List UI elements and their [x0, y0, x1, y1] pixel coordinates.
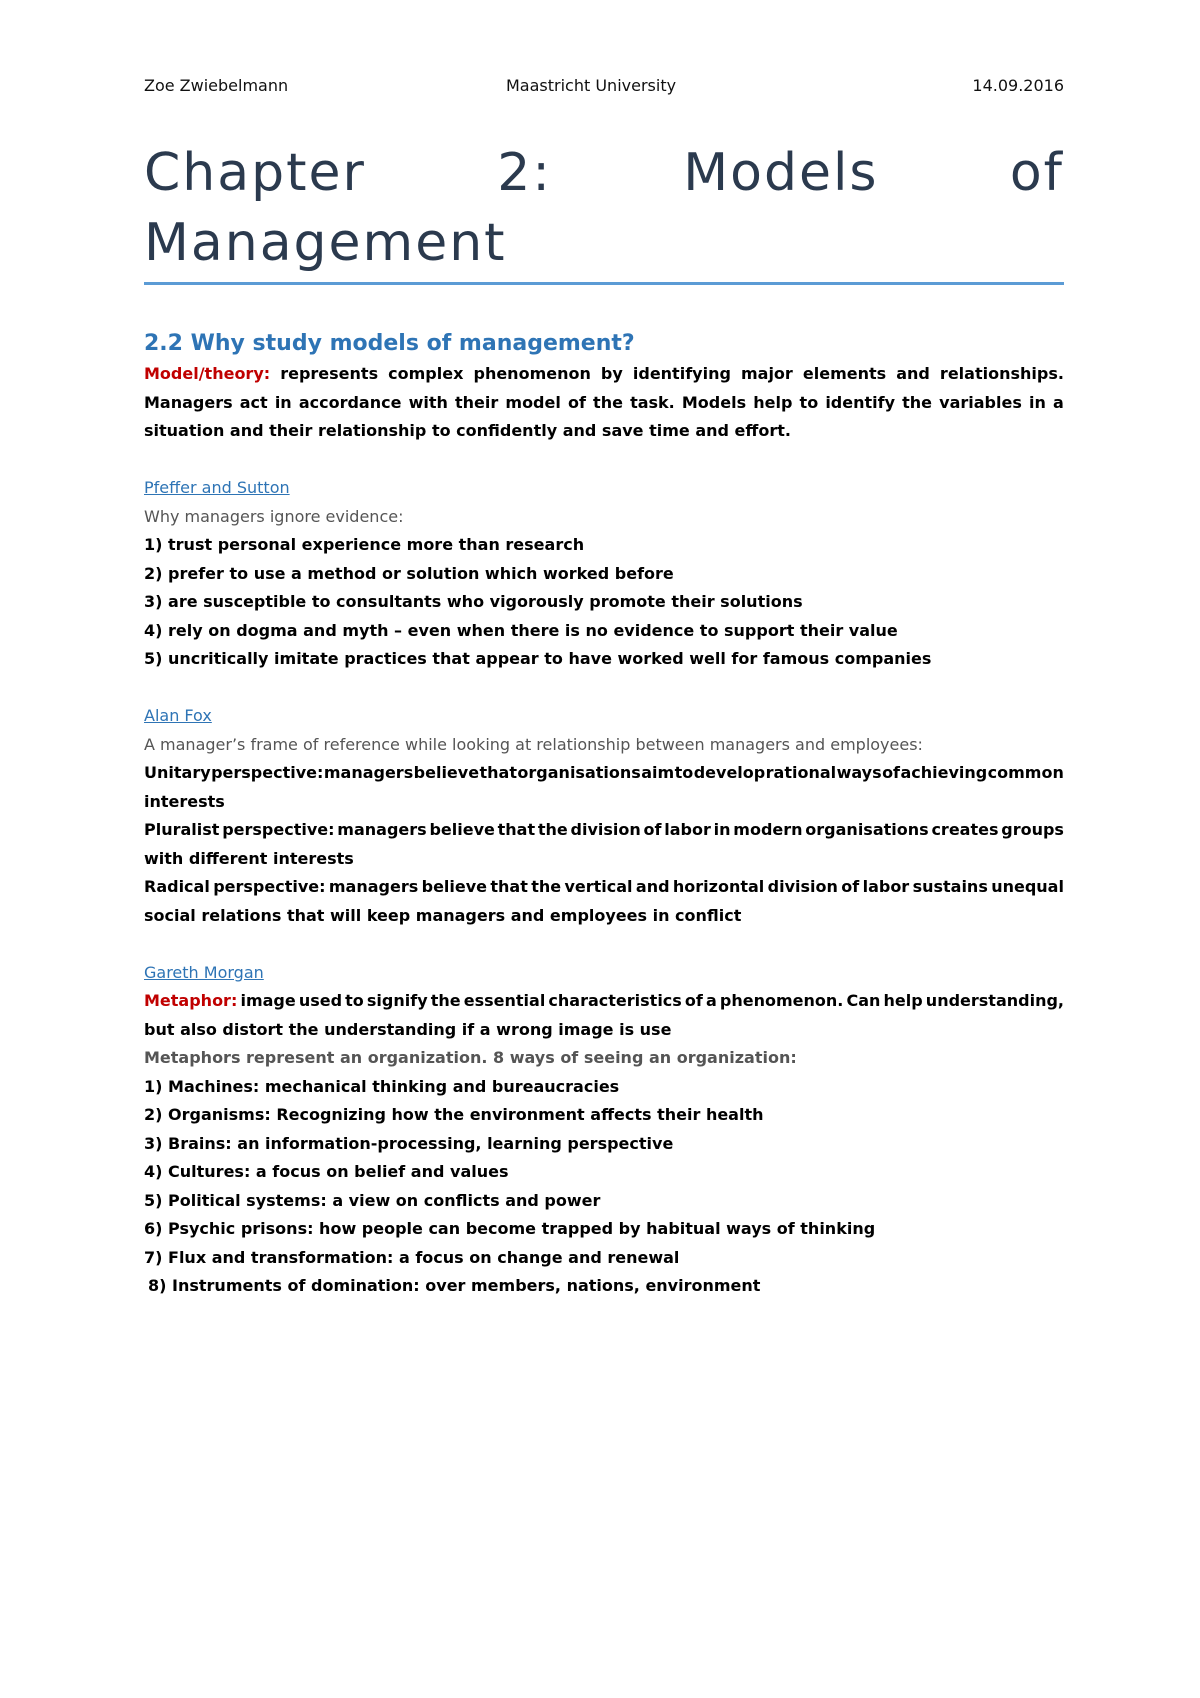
header-institution: Maastricht University — [506, 76, 677, 95]
word: and — [635, 877, 670, 896]
word: Pluralist — [144, 820, 220, 839]
list-item: 7) Flux and transformation: a focus on change and renewal — [144, 1247, 680, 1267]
word: organisations — [805, 820, 929, 839]
list-item: 4) rely on dogma and myth – even when there is no evidence to support their value — [144, 620, 898, 640]
list-item: 2) prefer to use a method or solution which worked before — [144, 563, 674, 583]
title-line-2: Management — [144, 213, 507, 273]
pfeffer-intro: Why managers ignore evidence: — [144, 506, 404, 526]
word: major — [740, 364, 793, 383]
word: Unitary — [144, 763, 211, 782]
word: the — [531, 877, 562, 896]
metaphor-line — [144, 987, 1064, 1016]
word: in — [1029, 392, 1046, 412]
definition-line — [144, 389, 1064, 418]
list-item: 4) Cultures: a focus on belief and values — [144, 1162, 509, 1181]
word: common — [987, 763, 1064, 782]
title-word: Chapter — [144, 143, 366, 203]
word: develop — [693, 763, 766, 782]
word: the — [537, 820, 568, 839]
morgan-link[interactable]: Gareth Morgan — [144, 962, 264, 982]
word: variables — [939, 392, 1022, 412]
pfeffer-heading[interactable] — [144, 474, 1064, 503]
word: to — [674, 763, 694, 782]
word: in — [274, 392, 292, 412]
word: help — [753, 392, 793, 412]
word: division — [570, 820, 641, 839]
word: a — [1053, 392, 1064, 412]
spacer — [144, 446, 1064, 475]
pluralist-line: with different interests — [144, 848, 354, 868]
word: characteristics — [548, 991, 682, 1010]
word: a — [705, 991, 717, 1010]
definition-line — [144, 360, 1064, 389]
word: to — [799, 392, 819, 412]
fox-heading[interactable] — [144, 702, 1064, 731]
list-item: 1) trust personal experience more than research — [144, 535, 585, 554]
word: Models — [681, 392, 747, 412]
fox-link[interactable]: Alan Fox — [144, 706, 212, 725]
title-word: Models — [683, 143, 879, 203]
word: complex — [388, 364, 464, 383]
metaphor-line: but also distort the understanding if a wrong image is use — [144, 1019, 672, 1039]
word: and — [896, 364, 930, 383]
word: believe — [421, 877, 488, 896]
metaphor-term: Metaphor: — [144, 991, 238, 1010]
word: horizontal — [672, 877, 765, 896]
word: aim — [641, 763, 675, 782]
radical-line: social relations that will keep managers and employees in conflict — [144, 905, 742, 925]
word: understanding, — [925, 991, 1064, 1010]
word: believe — [413, 763, 480, 782]
fox-intro: A manager’s frame of reference while looking at relationship between managers and employees: — [144, 734, 923, 754]
spacer — [144, 674, 1064, 703]
word: modern — [733, 820, 803, 839]
word: Can — [846, 991, 881, 1010]
word: act — [239, 392, 268, 412]
word: ways — [836, 763, 882, 782]
list-item: 2) Organisms: Recognizing how the environment affects their health — [144, 1105, 764, 1124]
list-item: 3) are susceptible to consultants who vigorously promote their solutions — [144, 592, 803, 611]
word: perspective: — [213, 877, 326, 896]
page-title — [144, 138, 1064, 278]
word: believe — [429, 820, 495, 839]
word: groups — [1001, 820, 1064, 839]
spacer — [144, 930, 1064, 959]
word: model — [505, 392, 561, 412]
radical-line — [144, 873, 1064, 902]
word: in — [713, 820, 731, 839]
word: relationships. — [939, 364, 1064, 383]
word: the — [430, 991, 461, 1010]
word: the — [902, 392, 933, 412]
list-item: 3) Brains: an information-processing, learning perspective — [144, 1133, 674, 1153]
word: accordance — [298, 392, 402, 412]
word: that — [479, 763, 517, 782]
definition-term: Model/theory: — [144, 364, 271, 383]
word: managers — [328, 877, 419, 896]
definition-line: situation and their relationship to confidently and save time and effort. — [144, 421, 791, 440]
word: of — [567, 392, 586, 412]
list-item: 5) uncritically imitate practices that appear to have worked well for famous companies — [144, 649, 932, 668]
word: image — [240, 991, 296, 1010]
word: essential — [463, 991, 546, 1010]
word: task. — [630, 392, 675, 412]
word: sustains — [912, 877, 988, 896]
title-word: of — [1009, 143, 1064, 203]
header-date: 14.09.2016 — [972, 76, 1064, 95]
document-body — [144, 328, 1064, 1301]
header-author: Zoe Zwiebelmann — [144, 76, 289, 95]
list-item: 6) Psychic prisons: how people can become trapped by habitual ways of thinking — [144, 1219, 876, 1238]
word: with — [408, 392, 448, 412]
word: represents — [280, 364, 379, 383]
word: managers — [337, 820, 427, 839]
word: identifying — [632, 364, 731, 383]
word: labor — [664, 820, 711, 839]
word: perspective: — [211, 763, 324, 782]
word: unequal — [991, 877, 1064, 896]
word: vertical — [564, 877, 633, 896]
pluralist-line — [144, 816, 1064, 845]
morgan-intro: Metaphors represent an organization. 8 ways of seeing an organization: — [144, 1048, 797, 1067]
word: achieving — [900, 763, 988, 782]
word: Radical — [144, 877, 210, 896]
word: perspective: — [222, 820, 335, 839]
word: of — [684, 991, 703, 1010]
pfeffer-link[interactable]: Pfeffer and Sutton — [144, 478, 290, 497]
title-word: 2: — [497, 143, 552, 203]
word: of — [882, 763, 901, 782]
list-item: 1) Machines: mechanical thinking and bureaucracies — [144, 1076, 620, 1096]
title-underline — [144, 282, 1064, 285]
morgan-heading[interactable] — [144, 959, 1064, 988]
word: that — [497, 820, 536, 839]
word: used — [298, 991, 343, 1010]
word: phenomenon. — [719, 991, 844, 1010]
word: their — [455, 392, 499, 412]
word: Managers — [144, 392, 233, 412]
word: identify — [825, 392, 896, 412]
word: managers — [323, 763, 414, 782]
word: the — [593, 392, 623, 412]
word: by — [600, 364, 623, 383]
word: creates — [931, 820, 999, 839]
section-heading: 2.2 Why study models of management? — [144, 331, 635, 356]
word: elements — [802, 364, 887, 383]
unitary-line: interests — [144, 791, 225, 811]
title-line-1 — [144, 138, 1064, 208]
word: signify — [366, 991, 428, 1010]
word: division — [767, 877, 838, 896]
word: labor — [862, 877, 910, 896]
word: that — [490, 877, 528, 896]
word: phenomenon — [473, 364, 591, 383]
word: help — [883, 991, 923, 1010]
list-item: 8) Instruments of domination: over members, nations, environment — [148, 1276, 761, 1295]
list-item: 5) Political systems: a view on conflicts and power — [144, 1190, 601, 1210]
word: rational — [765, 763, 837, 782]
word: of — [643, 820, 662, 839]
unitary-line — [144, 759, 1064, 788]
page-header — [144, 76, 1064, 100]
word: to — [345, 991, 364, 1010]
word: organisations — [517, 763, 641, 782]
word: of — [841, 877, 860, 896]
